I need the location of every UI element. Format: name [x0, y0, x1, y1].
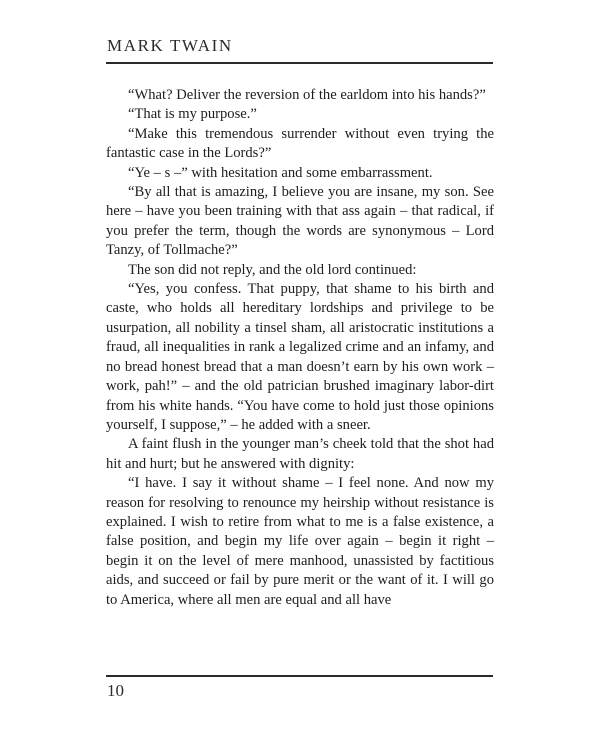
header-rule — [106, 62, 493, 64]
paragraph: A faint flush in the younger man’s cheek told that the shot had hit and hurt; but he answered with dignity: — [106, 436, 494, 472]
paragraph: “By all that is amazing, I believe you are insane, my son. See here – have you been training with that ass again – that radical, if you prefer the term, though the words are synonymous – Lord Tanzy, of Tollmache?” — [106, 184, 494, 259]
paragraph: “I have. I say it without shame – I feel none. And now my reason for resolving to renounce my heirship without resistance is explained. I wish to retire from what to me is a false existence, a false position, and begin my life over again – begin it right – begin it on the level of mere manhood, unassisted by factitious aids, and succeed or fail by pure merit or the want of it. I will go to America, where all men are equal and all have — [106, 475, 494, 608]
paragraph: “Make this tremendous surrender without even trying the fantastic case in the Lords?” — [106, 125, 494, 162]
body-text — [106, 86, 494, 610]
footer-rule — [106, 675, 493, 677]
running-head: MARK TWAIN — [107, 36, 233, 55]
paragraph: “What? Deliver the reversion of the earldom into his hands?” — [128, 87, 486, 103]
paragraph: “Ye – s –” with hesitation and some embarrassment. — [128, 164, 433, 181]
paragraph: The son did not reply, and the old lord continued: — [128, 261, 417, 278]
page-number: 10 — [107, 681, 124, 700]
paragraph: “That is my purpose.” — [128, 106, 257, 123]
paragraph: “Yes, you confess. That puppy, that shame to his birth and caste, who holds all hereditary lordships and privilege to be usurpation, all nobility a tinsel sham, all aristocratic institutions a fraud, all inequalities in rank a legalized crime and an infamy, and no bread honest bread that a man doesn’t earn by his own work – work, pah!” – and the old patrician brushed imaginary labor-dirt from his white hands. “You have come to hold just those opinions yourself, I suppose,” – he added with a sneer. — [106, 281, 494, 433]
